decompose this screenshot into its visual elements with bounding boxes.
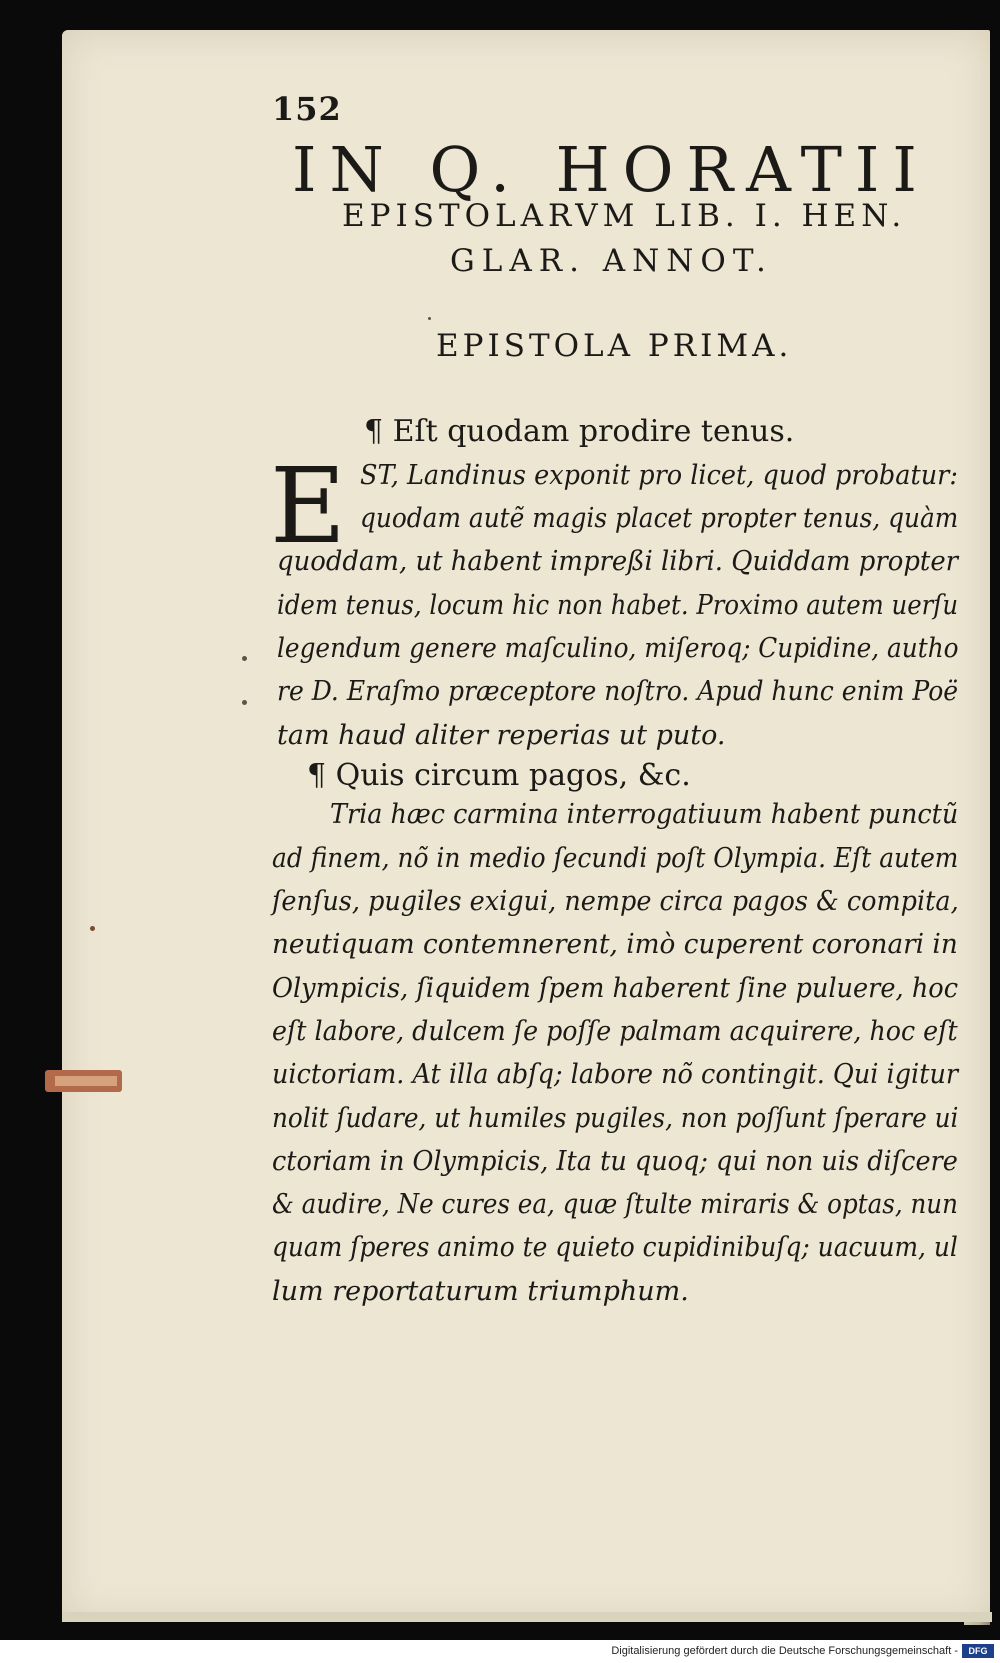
text-line: re D. Eraſmo præceptore noſtro. Apud hunc enim Poë [277,676,959,707]
text-line: ad finem, nõ in medio ſecundi poſt Olympia. Eſt autem [272,843,959,874]
title-line-3: GLAR. ANNOT. [450,243,773,279]
drop-cap-initial: E [270,445,346,567]
margin-mark [242,656,247,661]
page-number: 152 [272,90,342,128]
text-line: ST, Landinus exponit pro licet, quod probatur: [360,460,958,491]
text-line: idem tenus, locum hic non habet. Proximo autem uerſu [277,590,959,621]
text-line: lum reportaturum triumphum. [272,1276,689,1307]
title-line-2: EPISTOLARVM LIB. I. HEN. [342,198,907,234]
text-line: uictoriam. At illa abſq; labore nõ contingit. Qui igitur [272,1059,959,1090]
text-line: & audire, Ne cures ea, quæ ſtulte miraris & optas, nun [272,1189,958,1220]
margin-mark [242,700,247,705]
text-line: quam ſperes animo te quieto cupidinibuſq; uacuum, ul [272,1232,958,1263]
text-line: eſt labore, dulcem ſe poſſe palmam acquirere, hoc eſt [272,1016,958,1047]
text-line: Olympicis, ſiquidem ſpem haberent ſine puluere, hoc [272,973,959,1004]
text-line: quodam autẽ magis placet propter tenus, quàm [360,503,959,534]
bookmark-tab-highlight [55,1076,117,1086]
page-title: IN Q. HORATII [292,133,930,206]
funding-credit: Digitalisierung gefördert durch die Deutsche Forschungsgemeinschaft - [611,1645,958,1657]
margin-mark [428,317,431,320]
dfg-logo: DFG [962,1644,994,1658]
text-line: tam haud aliter reperias ut puto. [277,720,726,751]
text-line: ſenſus, pugiles exigui, nempe circa pagos & compita, [272,886,959,917]
text-line: Tria hæc carmina interrogatiuum habent punctũ [330,799,959,830]
epistle-heading: EPISTOLA PRIMA. [436,328,793,364]
margin-mark [90,926,95,931]
text-line: ctoriam in Olympicis, Ita tu quoq; qui non uis diſcere [272,1146,958,1177]
text-line: nolit ſudare, ut humiles pugiles, non poſſunt ſperare ui [272,1103,959,1134]
text-line: neutiquam contemnerent, imò cuperent coronari in [272,929,958,960]
text-line: legendum genere maſculino, miſeroq; Cupidine, autho [277,633,959,664]
page-edge-bottom [62,1612,992,1622]
lemma-heading: ¶ Eſt quodam prodire tenus. [364,414,795,449]
text-line: quoddam, ut habent impreßi libri. Quiddam propter [277,546,959,577]
lemma-heading: ¶ Quis circum pagos, &c. [307,758,691,793]
